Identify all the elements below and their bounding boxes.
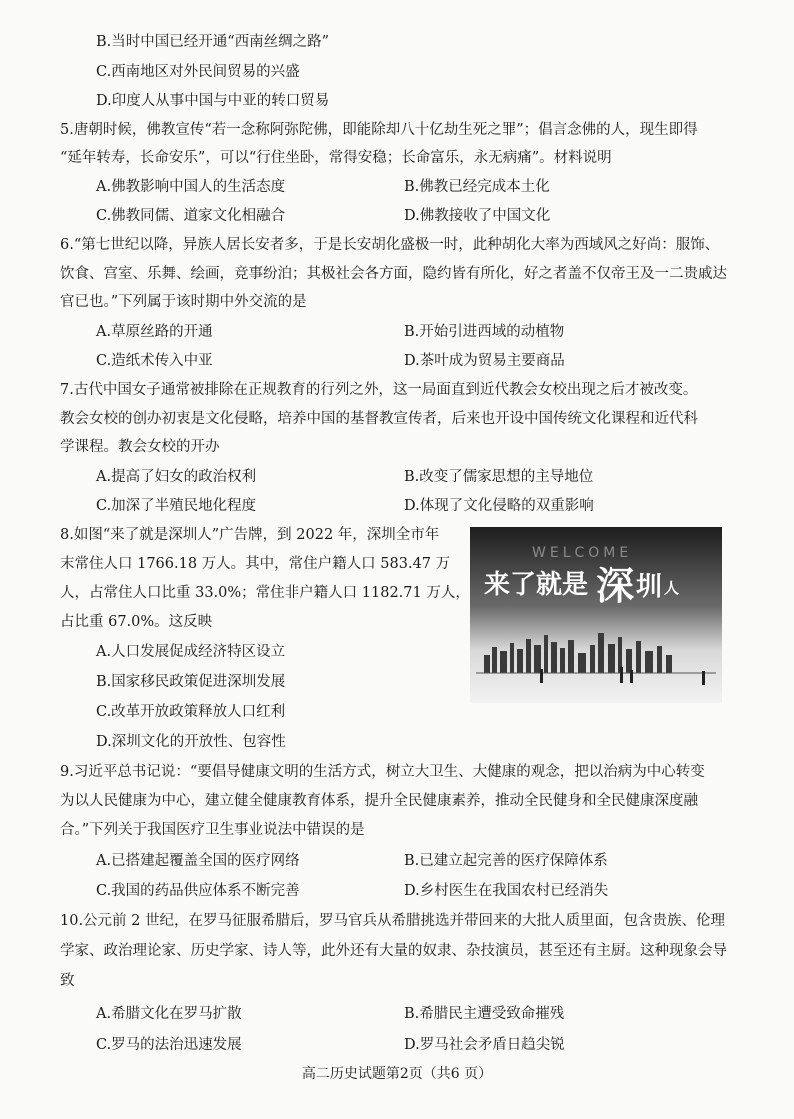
q9-stem-line-3: 合。”下列关于我国医疗卫生事业说法中错误的是 bbox=[60, 822, 365, 838]
q7-stem-line-2: 教会女校的创办初衷是文化侵略，培养中国的基督教宣传者，后来也开设中国传统文化课程和近代科 bbox=[60, 411, 698, 427]
q9-stem-line-2: 为以人民健康为中心，建立健全健康教育体系，提升全民健康素养，推动全民健身和全民健康深度融 bbox=[60, 793, 698, 809]
billboard-slogan-tail-char: 圳 bbox=[636, 572, 663, 602]
q5-stem-line-1: 5.唐朝时候，佛教宣传“若一念称阿弥陀佛，即能除却八十亿劫生死之罪”；倡言念佛的人，现生即得 bbox=[60, 122, 698, 138]
shenzhen-billboard-photo bbox=[470, 527, 722, 703]
q7-stem-line-1: 7.古代中国女子通常被排除在正规教育的行列之外，这一局面直到近代教会女校出现之后才被改变。 bbox=[60, 382, 698, 398]
q6-option-d: D.茶叶成为贸易主要商品 bbox=[404, 353, 565, 369]
q6-option-c: C.造纸术传入中亚 bbox=[96, 353, 213, 369]
q8-option-d: D.深圳文化的开放性、包容性 bbox=[96, 734, 286, 750]
q7-option-c: C.加深了半殖民地化程度 bbox=[96, 498, 257, 514]
billboard-scene bbox=[470, 527, 722, 703]
page-footer: 高二历史试题第2页（共6 页） bbox=[301, 1066, 493, 1082]
q10-option-b: B.希腊民主遭受致命摧残 bbox=[404, 1006, 565, 1022]
q5-option-a: A.佛教影响中国人的生活态度 bbox=[96, 179, 286, 195]
billboard-welcome-text: WELCOME bbox=[532, 545, 633, 561]
q8-stem-line-2: 末常住人口 1766.18 万人。其中，常住户籍人口 583.47 万 bbox=[60, 556, 451, 572]
q8-option-c: C.改革开放政策释放人口红利 bbox=[96, 704, 286, 720]
q5-option-d: D.佛教接收了中国文化 bbox=[404, 208, 551, 224]
q9-option-b: B.已建立起完善的医疗保障体系 bbox=[404, 853, 608, 869]
billboard-slogan-text: 来了就是 bbox=[484, 570, 589, 600]
q9-option-c: C.我国的药品供应体系不断完善 bbox=[96, 883, 300, 899]
q9-stem-line-1: 9.习近平总书记说：“要倡导健康文明的生活方式，树立大卫生、大健康的观念，把以治病为中心转变 bbox=[60, 764, 705, 780]
q7-option-b: B.改变了儒家思想的主导地位 bbox=[404, 469, 594, 485]
q10-option-a: A.希腊文化在罗马扩散 bbox=[96, 1006, 242, 1022]
q7-option-a: A.提高了妇女的政治权利 bbox=[96, 469, 257, 485]
q6-stem-line-2: 饮食、宫室、乐舞、绘画，竞事纷泊；其极社会各方面，隐约皆有所化，好之者盖不仅帝王及一二贵戚达 bbox=[60, 266, 727, 282]
q8-stem-line-3: 人，占常住人口比重 33.0%；常住非户籍人口 1182.71 万人， bbox=[60, 585, 470, 601]
q4-option-c: C.西南地区对外民间贸易的兴盛 bbox=[96, 64, 300, 80]
q6-stem-line-1: 6.“第七世纪以降，异族人居长安者多，于是长安胡化盛极一时，此种胡化大率为西域风之好尚：服饰、 bbox=[60, 237, 720, 253]
q7-stem-line-3: 学课程。教会女校的开办 bbox=[60, 439, 220, 455]
q4-option-d: D.印度人从事中国与中亚的转口贸易 bbox=[96, 93, 330, 109]
q9-option-d: D.乡村医生在我国农村已经消失 bbox=[404, 883, 609, 899]
q9-option-a: A.已搭建起覆盖全国的医疗网络 bbox=[96, 853, 300, 869]
q5-option-c: C.佛教同儒、道家文化相融合 bbox=[96, 208, 286, 224]
billboard-slogan-end-char: 人 bbox=[664, 579, 680, 597]
q5-stem-line-2: “延年转寿，长命安乐”，可以“行住坐卧，常得安稳；长命富乐，永无病痛”。材料说明 bbox=[60, 150, 612, 166]
q10-stem-line-1: 10.公元前 2 世纪，在罗马征服希腊后，罗马官兵从希腊挑选并带回来的大批人质里面，包含贵族、伦理 bbox=[60, 913, 725, 929]
q8-stem-line-1: 8.如图“来了就是深圳人”广告牌，到 2022 年，深圳全市年 bbox=[60, 527, 440, 543]
q4-option-b: B.当时中国已经开通“西南丝绸之路” bbox=[96, 34, 330, 50]
q5-option-b: B.佛教已经完成本土化 bbox=[404, 179, 550, 195]
q8-stem-line-4: 占比重 67.0%。这反映 bbox=[60, 614, 213, 630]
q8-option-a: A.人口发展促成经济特区设立 bbox=[96, 644, 286, 660]
q6-stem-line-3: 官已也。”下列属于该时期中外交流的是 bbox=[60, 294, 307, 310]
billboard-slogan-big-char: 深 bbox=[596, 563, 635, 608]
q8-option-b: B.国家移民政策促进深圳发展 bbox=[96, 674, 286, 690]
q10-option-d: D.罗马社会矛盾日趋尖锐 bbox=[404, 1037, 565, 1053]
q7-option-d: D.体现了文化侵略的双重影响 bbox=[404, 498, 594, 514]
q10-stem-line-3: 致 bbox=[60, 973, 75, 989]
q10-option-c: C.罗马的法治迅速发展 bbox=[96, 1037, 242, 1053]
q6-option-a: A.草原丝路的开通 bbox=[96, 324, 213, 340]
q6-option-b: B.开始引进西域的动植物 bbox=[404, 324, 565, 340]
q10-stem-line-2: 学家、政治理论家、历史学家、诗人等，此外还有大量的奴隶、杂技演员，甚至还有主厨。这种现象会导 bbox=[60, 943, 727, 959]
